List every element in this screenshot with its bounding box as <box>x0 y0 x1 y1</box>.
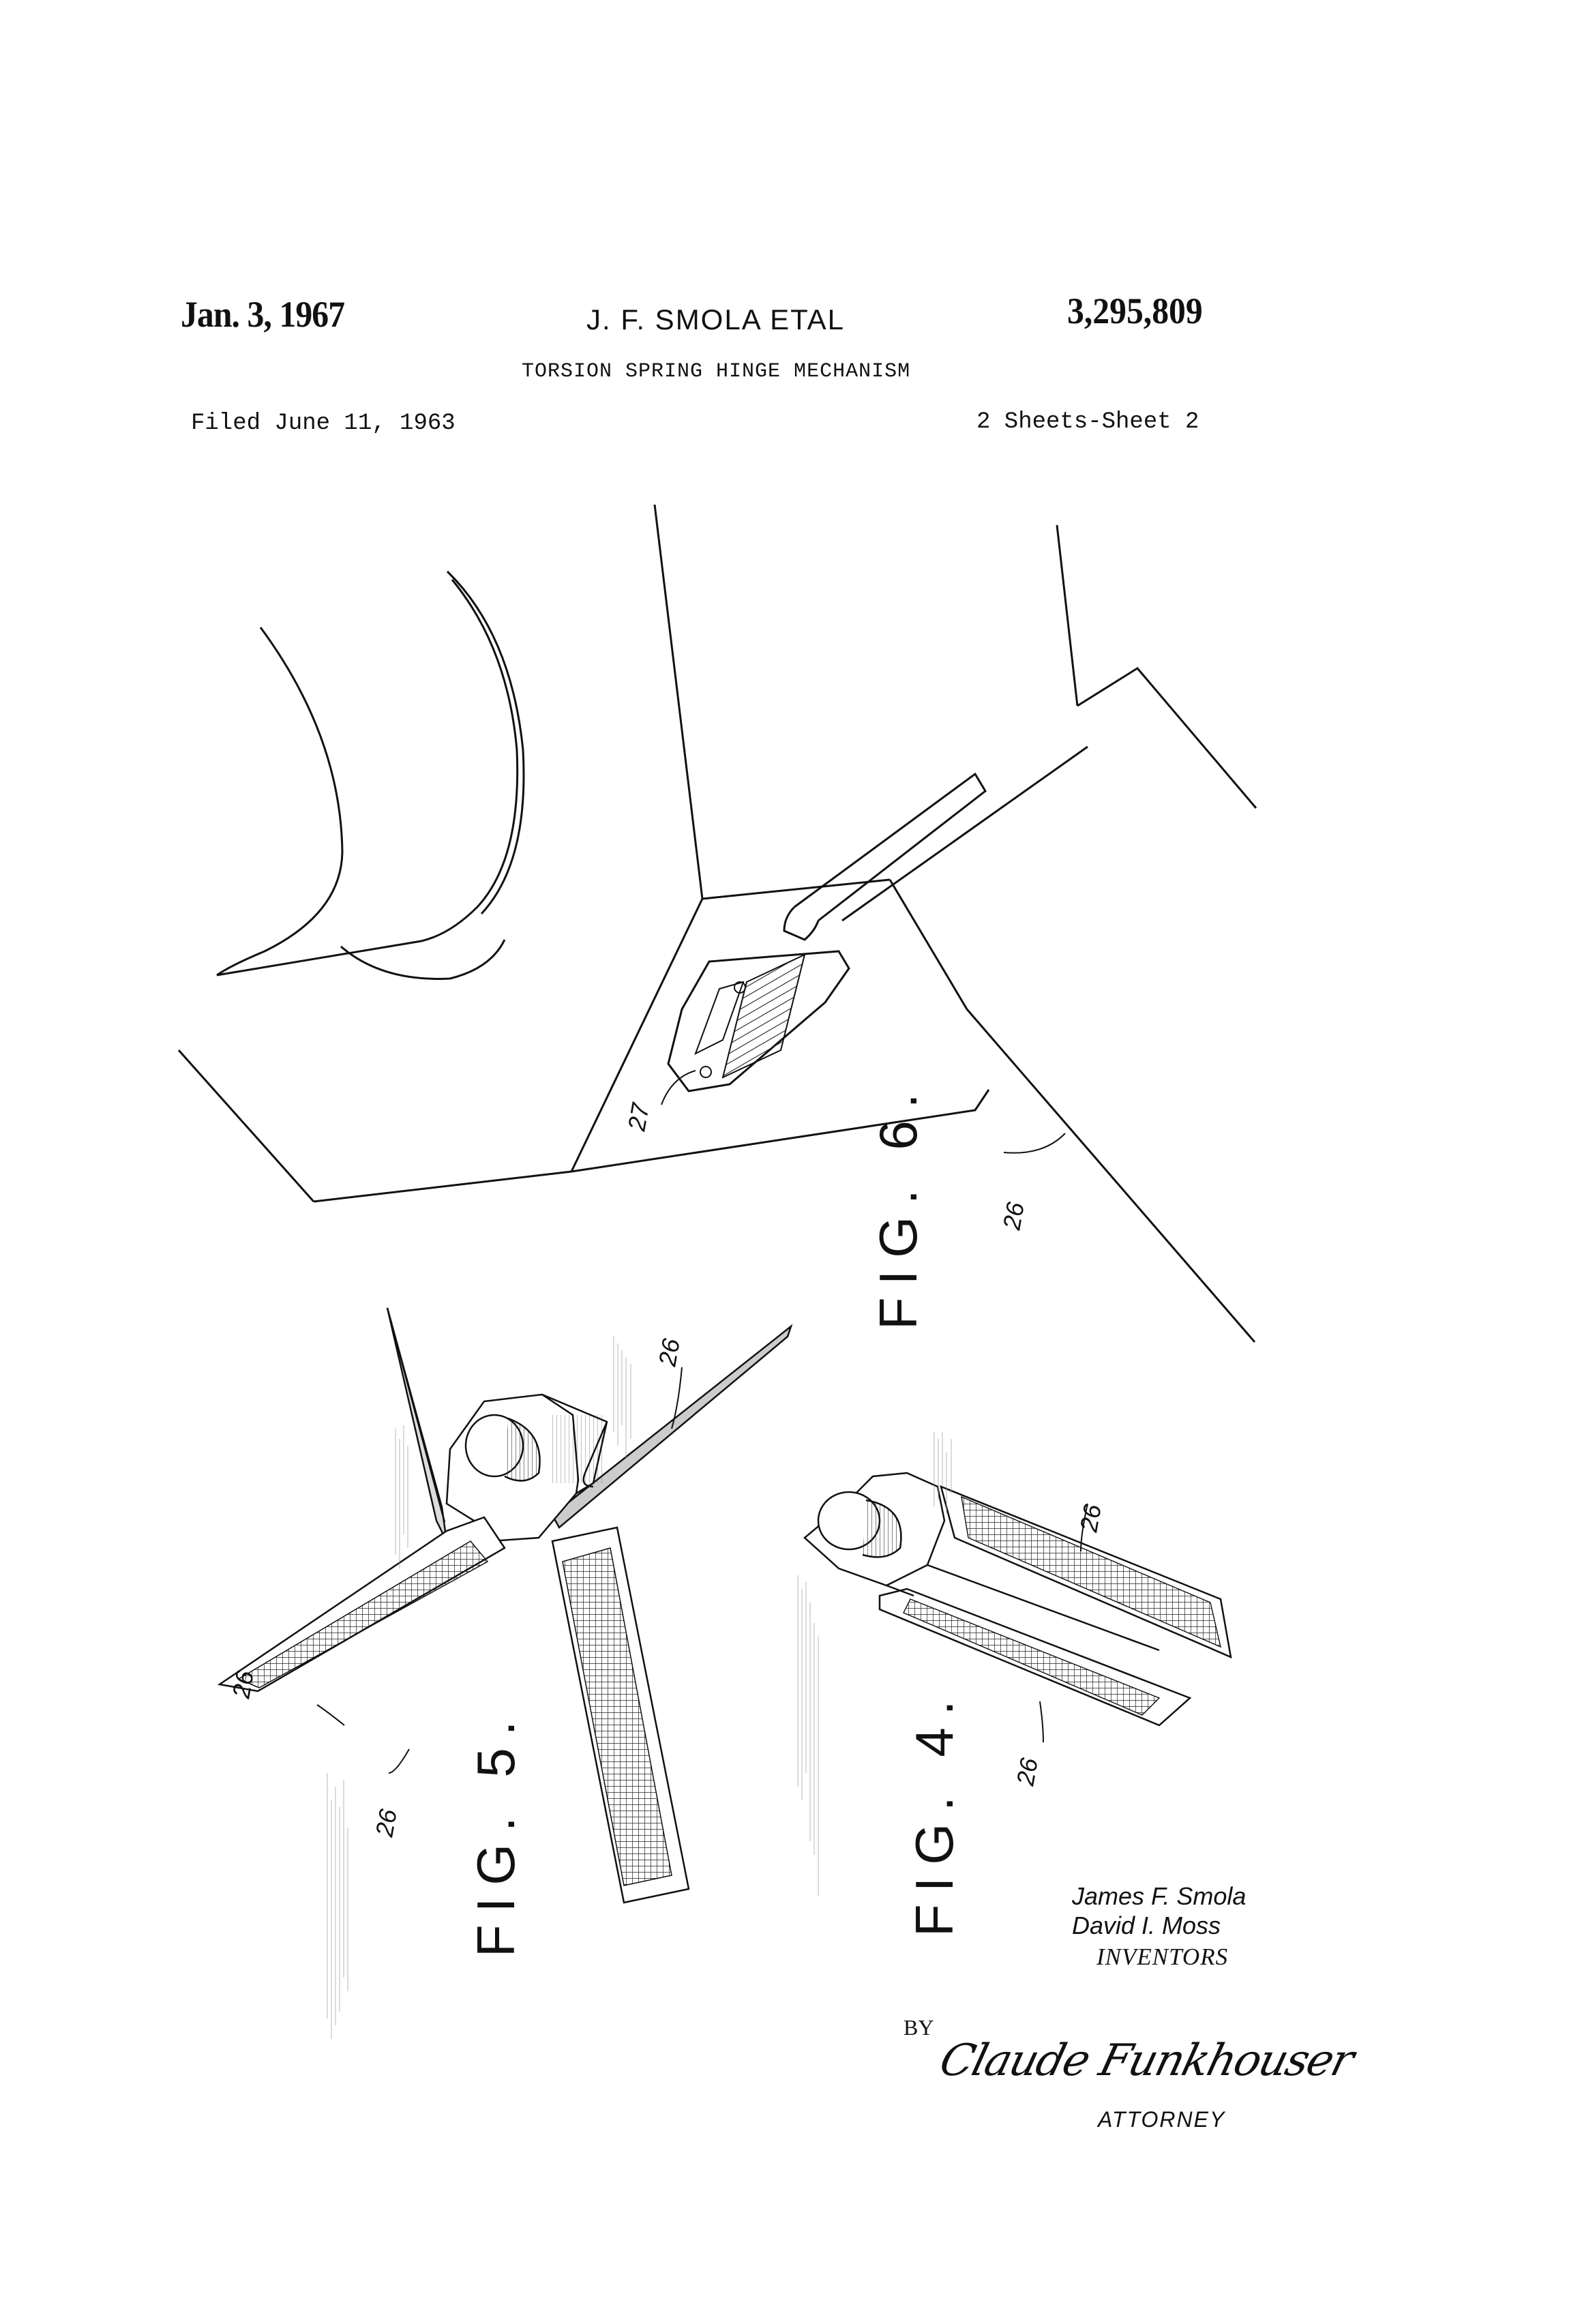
patent-number: 3,295,809 <box>1067 290 1203 331</box>
patent-date: Jan. 3, 1967 <box>181 294 345 335</box>
figure-4-label: FIG. 4. <box>904 1688 964 1937</box>
by-label: BY <box>904 2015 934 2040</box>
fig5-ref-26-left: 26 <box>226 1668 259 1701</box>
figure-6-label: FIG. 6. <box>868 1081 928 1330</box>
fig6-ref-26: 26 <box>997 1200 1030 1232</box>
figure-6-drawing <box>179 505 1256 1342</box>
attorney-signature: Claude Funkhouser <box>934 2036 1358 2086</box>
patent-title: TORSION SPRING HINGE MECHANISM <box>522 360 911 383</box>
attorney-label: ATTORNEY <box>1098 2107 1226 2132</box>
inventors-label: INVENTORS <box>1096 1943 1229 1970</box>
fig5-ref-26-bottom: 26 <box>370 1806 402 1839</box>
inventor-name: James F. Smola <box>1072 1882 1247 1910</box>
fig6-ref-27: 27 <box>622 1101 655 1133</box>
figure-4-drawing <box>805 1473 1231 1742</box>
fig4-ref-26-top: 26 <box>1074 1502 1107 1534</box>
sheet-count: 2 Sheets-Sheet 2 <box>976 409 1199 435</box>
filed-date: Filed June 11, 1963 <box>191 411 456 436</box>
inventor-name: David I. Moss <box>1072 1911 1221 1939</box>
fig4-ref-26-bottom: 26 <box>1011 1755 1043 1788</box>
fig5-ref-26-top: 26 <box>653 1336 685 1369</box>
patent-author: J. F. SMOLA ETAL <box>586 303 845 336</box>
figure-5-label: FIG. 5. <box>466 1708 526 1957</box>
